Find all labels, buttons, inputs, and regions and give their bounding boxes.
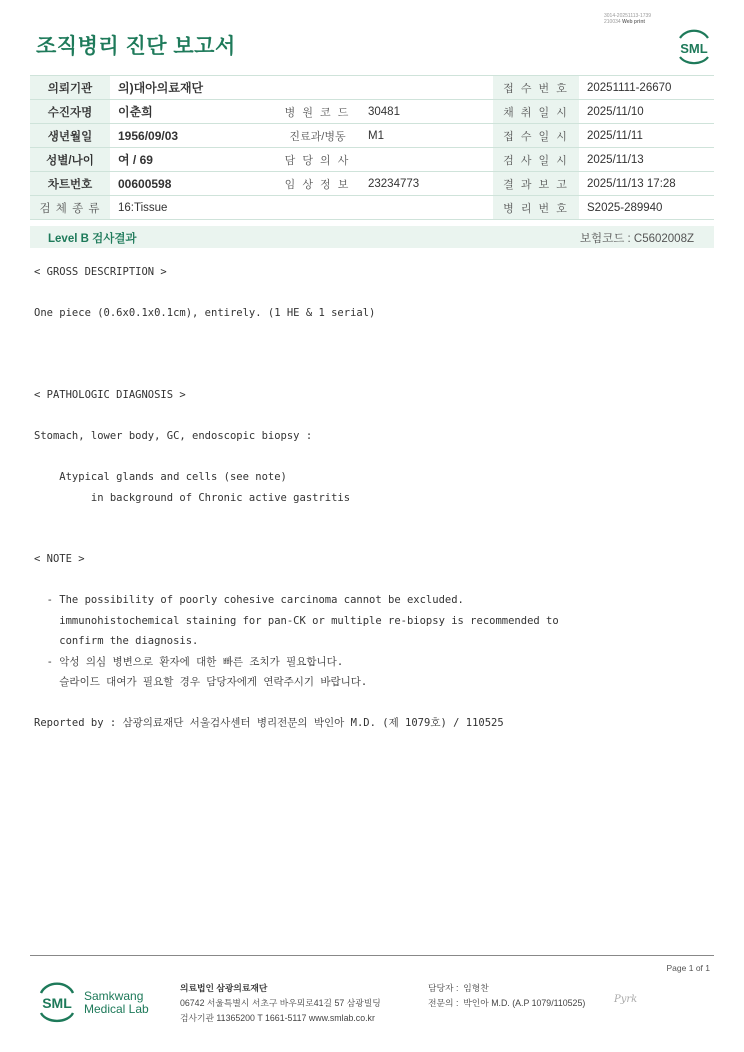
- footer-divider: [30, 955, 714, 956]
- value-department: M1: [360, 124, 493, 148]
- value-sex-age: 여 / 69: [110, 148, 275, 172]
- logo-bottom-text: SML: [42, 995, 72, 1011]
- value-test-date: 2025/11/13: [579, 148, 714, 172]
- label-result-report: 결 과 보 고: [493, 172, 579, 196]
- patient-info-table: [30, 75, 714, 220]
- gross-header: < GROSS DESCRIPTION >: [34, 266, 167, 278]
- insurance-code: 보험코드 : C5602008Z: [579, 233, 694, 245]
- label-physician: 담 당 의 사: [275, 148, 360, 172]
- diagnosis-header: < PATHOLOGIC DIAGNOSIS >: [34, 389, 186, 401]
- info-row: [30, 196, 714, 220]
- note-line: - 악성 의심 병변으로 환자에 대한 빠른 조치가 필요합니다.: [34, 655, 344, 668]
- gross-text: One piece (0.6x0.1x0.1cm), entirely. (1 HE & 1 serial): [34, 307, 376, 319]
- label-test-date: 검 사 일 시: [493, 148, 579, 172]
- value-requester: 의)대아의료재단: [110, 76, 493, 100]
- page-number: Page 1 of 1: [666, 963, 710, 973]
- web-print-label: Web print: [622, 19, 646, 25]
- sml-footer-logo-icon: [36, 980, 78, 1024]
- signature: Pyrk: [614, 994, 638, 1005]
- note-line: - The possibility of poorly cohesive carcinoma cannot be excluded.: [34, 594, 464, 606]
- print-info-line1: 3014-20251113-1739: [604, 13, 652, 19]
- value-pathology-no: S2025-289940: [579, 196, 714, 220]
- footer-org: 의료법인 삼광의료재단: [180, 983, 268, 993]
- staff-label: 담당자 :: [428, 983, 459, 993]
- footer-logo-text: [84, 990, 149, 1016]
- value-chart-no: 00600598: [110, 172, 275, 196]
- label-clinical-info: 임 상 정 보: [275, 172, 360, 196]
- staff-name: 임형찬: [463, 983, 489, 993]
- reported-by: Reported by : 삼광의료재단 서울검사센터 병리전문의 박인아 M.D. (제 1079호) / 110525: [34, 717, 504, 729]
- value-physician: [360, 148, 493, 172]
- label-chart-no: 차트번호: [30, 172, 110, 196]
- note-header: < NOTE >: [34, 553, 85, 565]
- value-specimen-type: 16:Tissue: [110, 196, 493, 220]
- footer-address: 06742 서울특별시 서초구 바우뫼로41길 57 삼광빌딩: [180, 998, 381, 1008]
- logo-line2: Medical Lab: [84, 1002, 149, 1016]
- info-row: [30, 172, 714, 196]
- specialist-name: 박인아 M.D. (A.P 1079/110525): [463, 998, 586, 1008]
- print-info-line2: 210034: [604, 19, 621, 25]
- logo-line1: Samkwang: [84, 989, 144, 1003]
- value-patient-name: 이춘희: [110, 100, 275, 124]
- label-collection-date: 채 취 일 시: [493, 100, 579, 124]
- label-hospital-code: 병 원 코 드: [275, 100, 360, 124]
- info-row: [30, 100, 714, 124]
- specialist-label: 전문의 :: [428, 998, 459, 1008]
- report-title: 조직병리 진단 보고서: [36, 35, 236, 58]
- value-result-report: 2025/11/13 17:28: [579, 172, 714, 196]
- label-pathology-no: 병 리 번 호: [493, 196, 579, 220]
- value-hospital-code: 30481: [360, 100, 493, 124]
- info-row: [30, 76, 714, 100]
- footer-contact: 검사기관 11365200 T 1661-5117 www.smlab.co.kr: [180, 1013, 375, 1023]
- diagnosis-line: in background of Chronic active gastritis: [34, 491, 351, 504]
- label-birthdate: 생년월일: [30, 124, 110, 148]
- footer-org-info: [180, 981, 381, 1026]
- value-birthdate: 1956/09/03: [110, 124, 275, 148]
- info-row: [30, 148, 714, 172]
- value-receipt-no: 20251111-26670: [579, 76, 714, 100]
- value-receipt-date: 2025/11/11: [579, 124, 714, 148]
- diagnosis-line: Atypical glands and cells (see note): [34, 471, 287, 483]
- label-receipt-date: 접 수 일 시: [493, 124, 579, 148]
- level-label: Level B 검사결과: [48, 233, 137, 245]
- label-department: 진료과/병동: [275, 124, 360, 148]
- note-line: confirm the diagnosis.: [34, 635, 199, 647]
- label-specimen-type: 검 체 종 류: [30, 196, 110, 220]
- footer-staff-info: [428, 981, 585, 1011]
- label-sex-age: 성별/나이: [30, 148, 110, 172]
- logo-top-text: SML: [680, 41, 708, 56]
- label-patient-name: 수진자명: [30, 100, 110, 124]
- sml-logo-icon: [674, 26, 714, 66]
- label-receipt-no: 접 수 번 호: [493, 76, 579, 100]
- print-info: [604, 13, 651, 25]
- value-clinical-info: 23234773: [360, 172, 493, 196]
- note-line: 슬라이드 대여가 필요할 경우 담당자에게 연락주시기 바랍니다.: [34, 676, 368, 688]
- diagnosis-site: Stomach, lower body, GC, endoscopic biopsy :: [34, 430, 313, 442]
- value-collection-date: 2025/11/10: [579, 100, 714, 124]
- note-line: immunohistochemical staining for pan-CK or multiple re-biopsy is recommended to: [34, 614, 559, 627]
- label-requester: 의뢰기관: [30, 76, 110, 100]
- report-body: [34, 262, 559, 734]
- info-row: [30, 124, 714, 148]
